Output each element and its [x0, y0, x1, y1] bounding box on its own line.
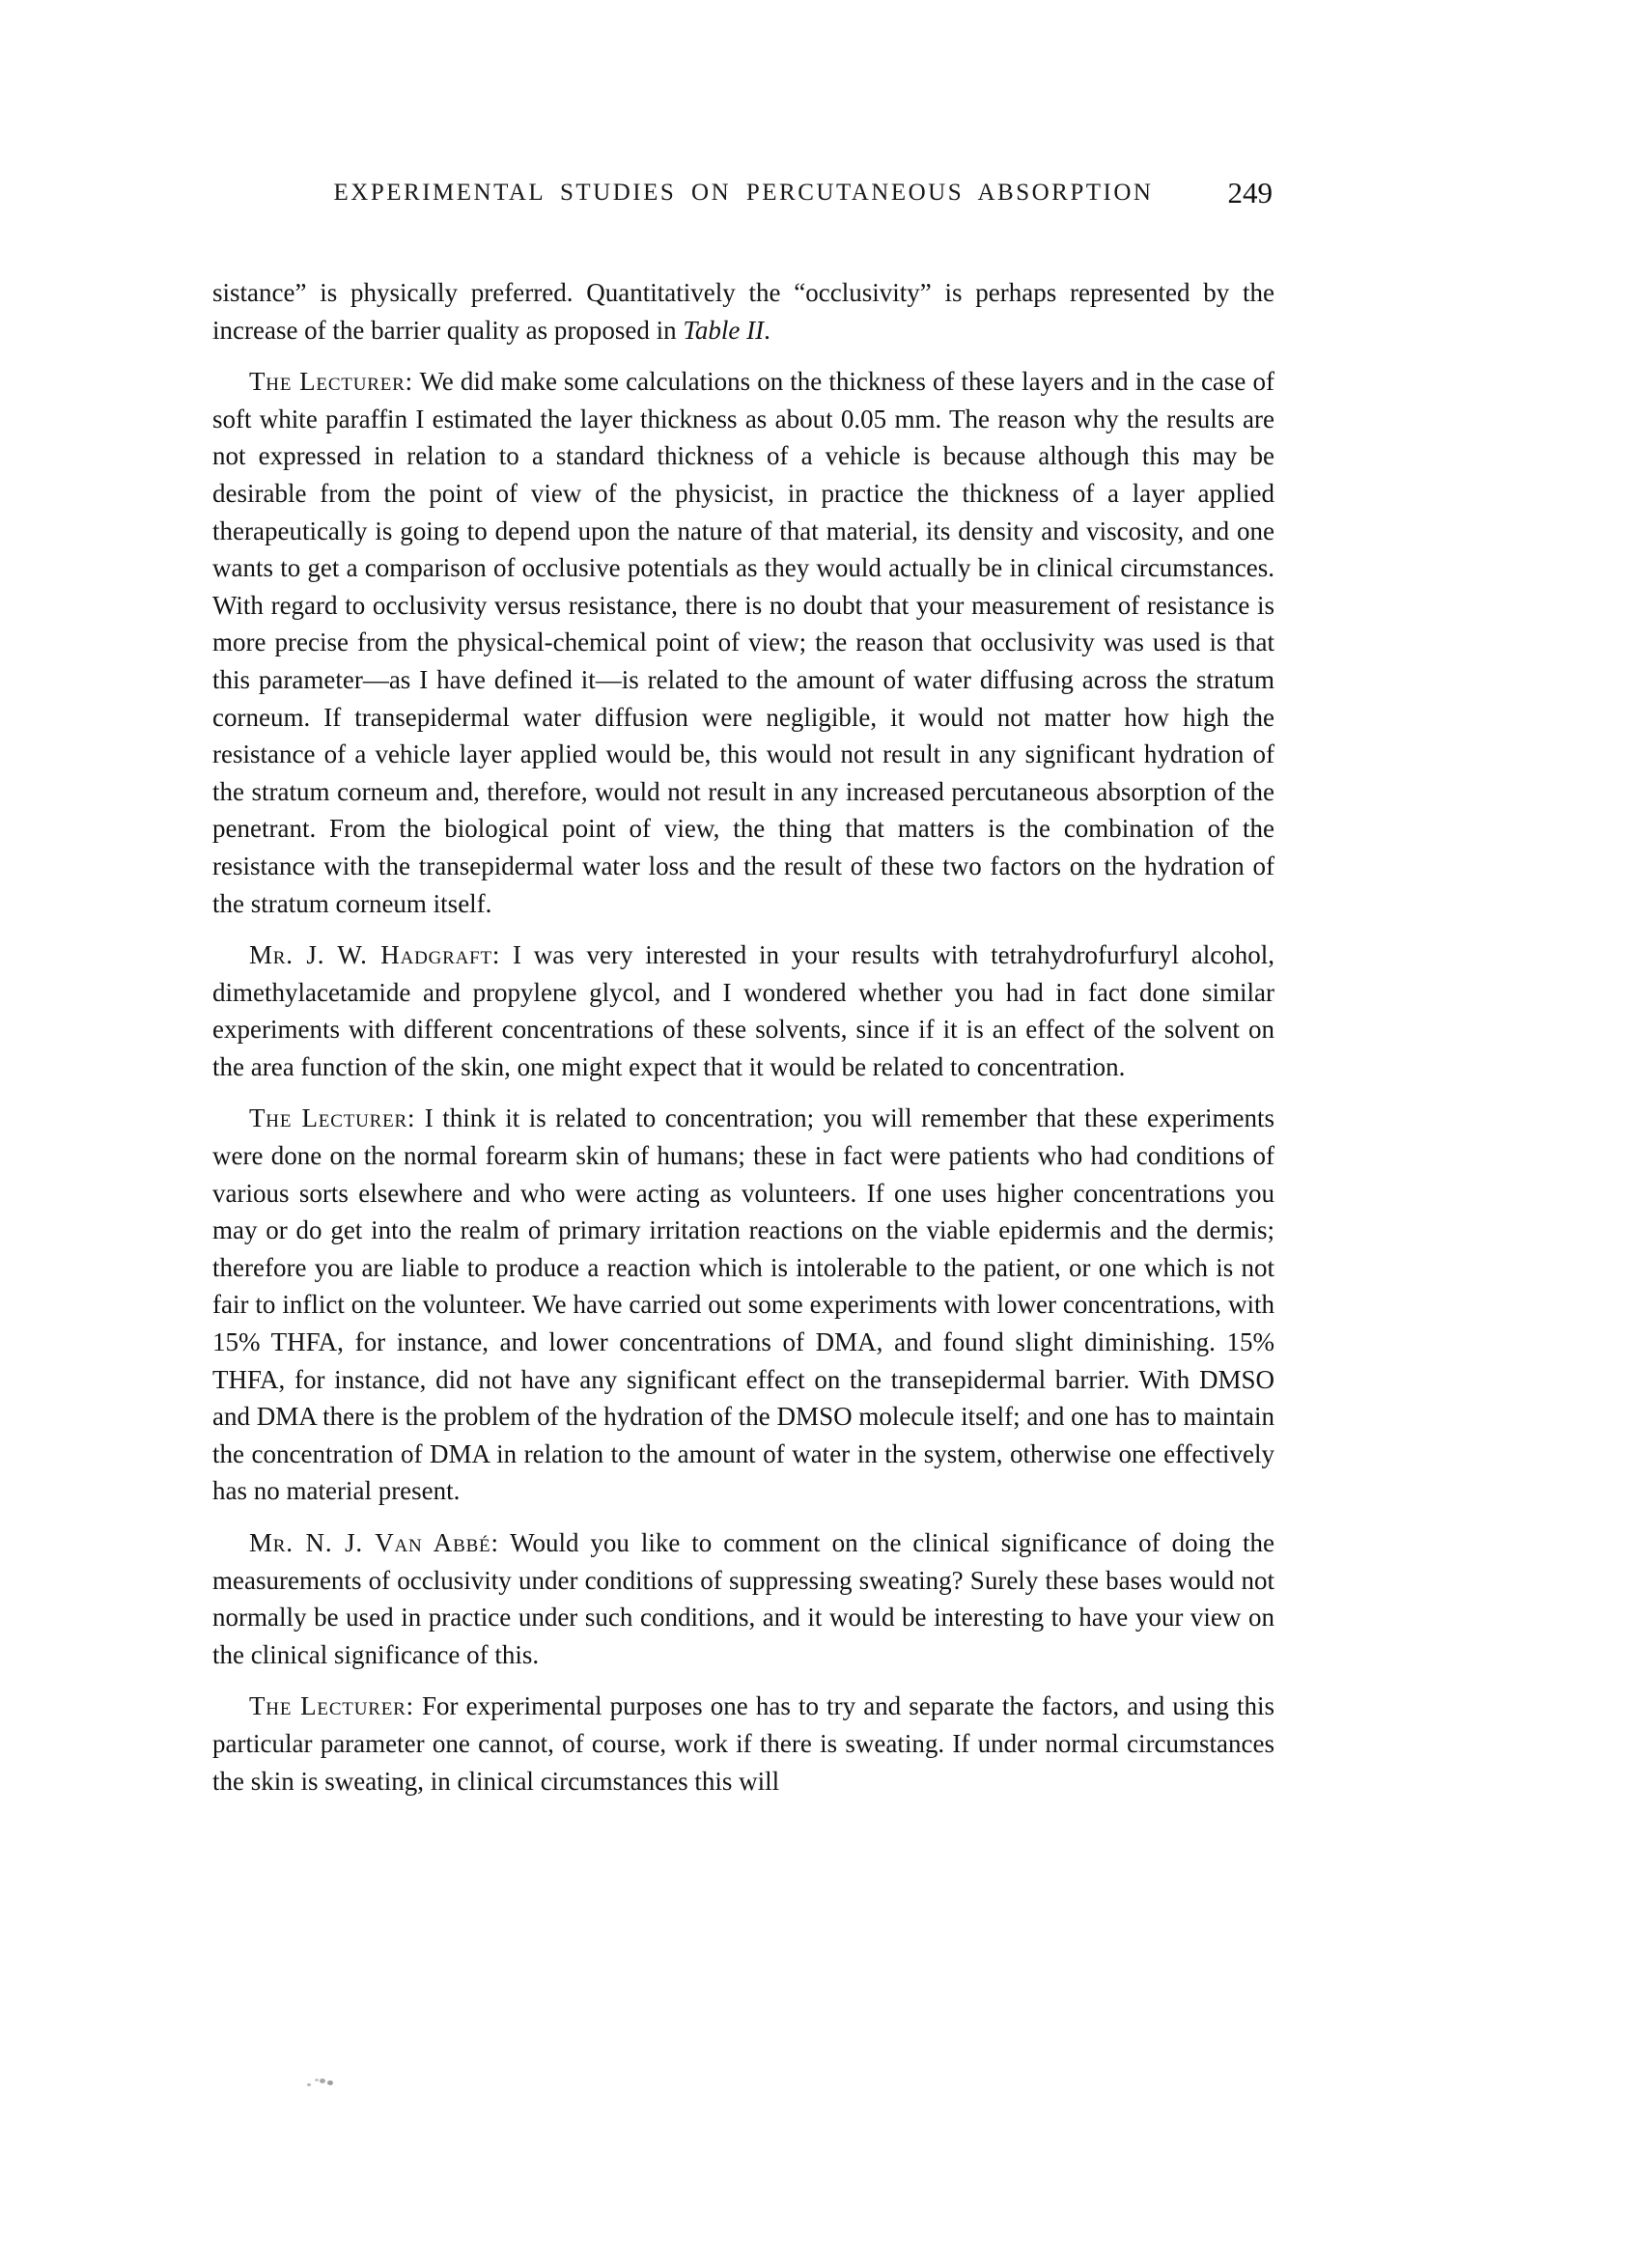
speaker-label: The Lecturer:: [249, 367, 413, 397]
paragraph: [212, 274, 1274, 349]
text-segment: I think it is related to concentration; you will remember that these experiments were done on the normal forearm skin of humans; these in fact were patients who had conditions of various sorts elsewhere and who were acting as volunteers. If one uses higher concentrations you may or do get into the realm of primary irritation reactions on the viable epidermis and the dermis; therefore you are liable to produce a reaction which is intolerable to the patient, or one which is not fair to inflict on the volunteer. We have carried out some experiments with lower concentrations, with 15% THFA, for instance, and lower concentrations of DMA, and found slight diminishing. 15% THFA, for instance, did not have any significant effect on the transepidermal barrier. With DMSO and DMA there is the problem of the hydration of the DMSO molecule itself; and one has to maintain the concentration of DMA in relation to the amount of water in the system, otherwise one effectively has no material present.: [212, 1103, 1274, 1506]
text-segment: .: [764, 315, 770, 345]
speaker-label: Mr. N. J. Van Abbé:: [249, 1528, 499, 1557]
text-segment: sistance” is physically preferred. Quantitatively the “occlusivity” is perhaps represented by the increase of the barrier quality as proposed in: [212, 278, 1274, 345]
paragraph: [212, 363, 1274, 922]
paragraph: [212, 1688, 1274, 1800]
speaker-label: Mr. J. W. Hadgraft:: [249, 940, 501, 970]
content: [212, 274, 1274, 1800]
text-segment: Table II: [683, 315, 765, 345]
running-head: [212, 176, 1274, 218]
speaker-label: The Lecturer:: [249, 1691, 414, 1721]
paragraph: [212, 936, 1274, 1085]
page-title: EXPERIMENTAL STUDIES ON PERCUTANEOUS ABSORPTION: [333, 180, 1154, 206]
text-segment: Would you like to comment on the clinical significance of doing the measurements of occlusivity under conditions of suppressing sweating? Surely these bases would not normally be used in practice under such conditions, and it would be interesting to have your view on the clinical significance of this.: [212, 1528, 1274, 1669]
text-segment: I was very interested in your results with tetrahydrofurfuryl alcohol, dimethylacetamide and propylene glycol, and I wondered whether you had in fact done similar experiments with different concentrations of these solvents, since if it is an effect of the solvent on the area function of the skin, one might expect that it would be related to concentration.: [212, 940, 1274, 1081]
text-segment: We did make some calculations on the thickness of these layers and in the case of soft white paraffin I estimated the layer thickness as about 0.05 mm. The reason why the results are not expressed in relation to a standard thickness of a vehicle is because although this may be desirable from the point of view of the physicist, in practice the thickness of a layer applied therapeutically is going to depend upon the nature of that material, its density and viscosity, and one wants to get a comparison of occlusive potentials as they would actually be in clinical circumstances. With regard to occlusivity versus resistance, there is no doubt that your measurement of resistance is more precise from the physical-chemical point of view; the reason that occlusivity was used is that this parameter—as I have defined it—is related to the amount of water diffusing across the stratum corneum. If transepidermal water diffusion were negligible, it would not matter how high the resistance of a vehicle layer applied would be, this would not result in any significant hydration of the stratum corneum and, therefore, would not result in any increased percutaneous absorption of the penetrant. From the biological point of view, the thing that matters is the combination of the resistance with the transepidermal water loss and the result of these two factors on the hydration of the stratum corneum itself.: [212, 367, 1274, 918]
paragraph: [212, 1100, 1274, 1510]
speaker-label: The Lecturer:: [249, 1103, 416, 1133]
paragraph: [212, 1524, 1274, 1673]
text-segment: For experimental purposes one has to try and separate the factors, and using this particular parameter one cannot, of course, work if there is sweating. If under normal circumstances the skin is sweating, in clinical circumstances this will: [212, 1691, 1274, 1796]
page-number: 249: [1227, 176, 1273, 209]
scan-artifact: [307, 2083, 311, 2086]
